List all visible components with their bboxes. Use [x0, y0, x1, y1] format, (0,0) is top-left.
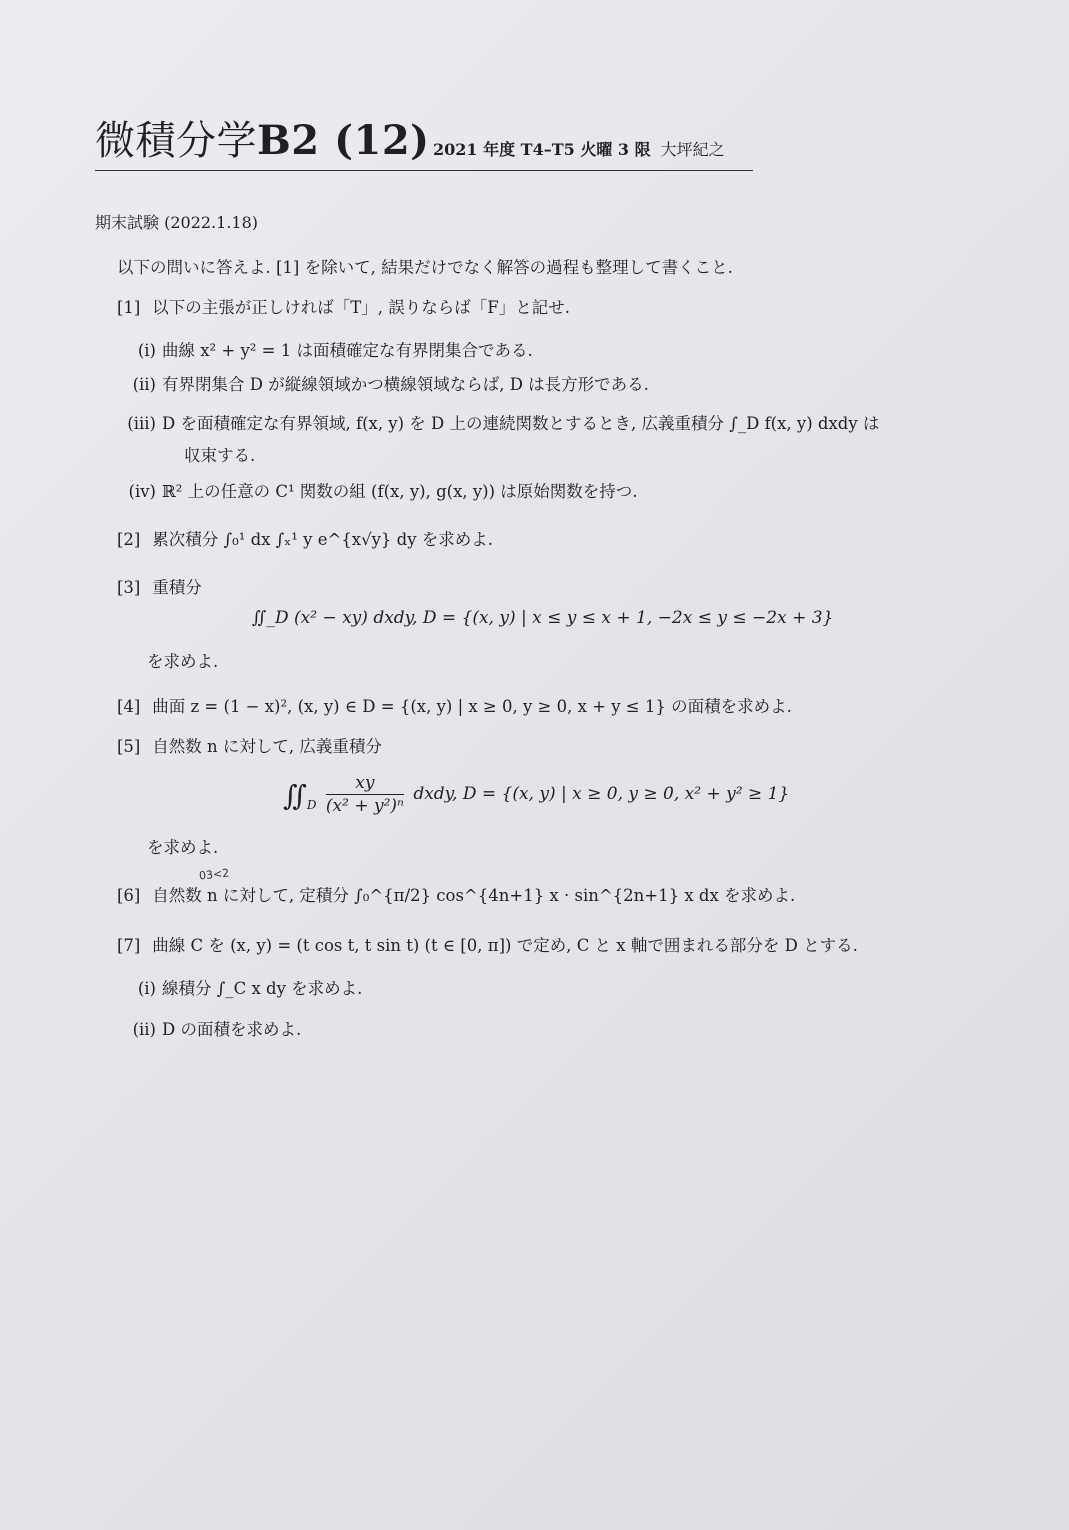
question-text: 曲線 C を (x, y) = (t cos t, t sin t) (t ∈ [0, π]) で定め, C と x 軸で囲まれる部分を D とする. [152, 936, 858, 955]
question-number: [1] [117, 298, 141, 317]
item-text: 有界閉集合 D が縦線領域かつ横線領域ならば, D は長方形である. [162, 375, 649, 394]
teacher-name: 大坪紀之 [660, 140, 725, 159]
page-title [95, 112, 430, 170]
question-6 [117, 884, 795, 908]
course-info [433, 138, 725, 162]
question-7-item [120, 1018, 301, 1042]
question-number: [2] [117, 530, 141, 549]
fraction-numerator: xy [326, 772, 404, 795]
item-text: 線積分 ∫_C x dy を求めよ. [162, 979, 363, 998]
question-number: [6] [117, 886, 141, 905]
formula-rest: dxdy, D = {(x, y) | x ≥ 0, y ≥ 0, x² + y² ≥ 1} [413, 784, 790, 804]
item-label: (ii) [132, 375, 156, 394]
question-1-item [120, 373, 649, 397]
question-number: [3] [117, 578, 141, 597]
course-term: 2021 年度 T4–T5 火曜 3 限 [433, 140, 651, 159]
fraction [326, 772, 404, 817]
double-integral-symbol: ∬ [283, 779, 307, 812]
fraction-denominator: (x² + y²)ⁿ [325, 796, 404, 816]
instructions: 以下の問いに答えよ. [1] を除いて, 結果だけでなく解答の過程も整理して書くこと. [117, 258, 733, 277]
question-text: 曲面 z = (1 − x)², (x, y) ∈ D = {(x, y) | x ≥ 0, y ≥ 0, x + y ≤ 1} の面積を求めよ. [152, 697, 792, 716]
formula-5 [283, 772, 789, 817]
question-4 [117, 695, 792, 719]
question-number: [5] [117, 737, 141, 756]
question-text: 重積分 [152, 578, 202, 597]
question-number: [7] [117, 936, 141, 955]
item-label: (iii) [127, 414, 156, 433]
item-label: (iv) [128, 482, 156, 501]
item-text: ℝ² 上の任意の C¹ 関数の組 (f(x, y), g(x, y)) は原始関数を持つ. [162, 482, 638, 501]
question-5 [117, 735, 382, 759]
question-1-item [120, 339, 533, 363]
item-label: (ii) [132, 1020, 156, 1039]
handwritten-note: 03<2 [198, 866, 230, 883]
question-5-tail: を求めよ. [147, 838, 219, 857]
title-text: 微積分学 [95, 118, 257, 164]
domain-subscript: D [306, 798, 317, 812]
item-continuation: 収束する. [184, 446, 256, 465]
header [95, 112, 753, 171]
question-7-item [120, 977, 362, 1001]
question-1 [117, 296, 570, 320]
title-code: B2 (12) [257, 117, 430, 164]
item-text: 曲線 x² + y² = 1 は面積確定な有界閉集合である. [162, 341, 533, 360]
question-text: 自然数 n に対して, 定積分 ∫₀^{π/2} cos^{4n+1} x · sin^{2n+1} x dx を求めよ. [152, 886, 796, 905]
question-number: [4] [117, 697, 141, 716]
question-text: 累次積分 ∫₀¹ dx ∫ₓ¹ y e^{x√y} dy を求めよ. [152, 530, 494, 549]
question-3-tail: を求めよ. [147, 652, 219, 671]
question-2 [117, 528, 493, 552]
exam-label: 期末試験 (2022.1.18) [95, 213, 259, 232]
question-3 [117, 576, 202, 600]
item-text: D を面積確定な有界領域, f(x, y) を D 上の連続関数とするとき, 広義重積分 ∫_D f(x, y) dxdy は [162, 414, 880, 433]
item-text: D の面積を求めよ. [162, 1020, 302, 1039]
item-label: (i) [137, 341, 156, 360]
question-text: 自然数 n に対して, 広義重積分 [152, 737, 382, 756]
question-7 [117, 934, 858, 958]
question-text: 以下の主張が正しければ「T」, 誤りならば「F」と記せ. [152, 298, 570, 317]
formula-3: ∬_D (x² − xy) dxdy, D = {(x, y) | x ≤ y ≤ x + 1, −2x ≤ y ≤ −2x + 3} [252, 608, 834, 628]
question-1-item [120, 480, 638, 504]
item-label: (i) [137, 979, 156, 998]
question-1-item [120, 412, 879, 436]
